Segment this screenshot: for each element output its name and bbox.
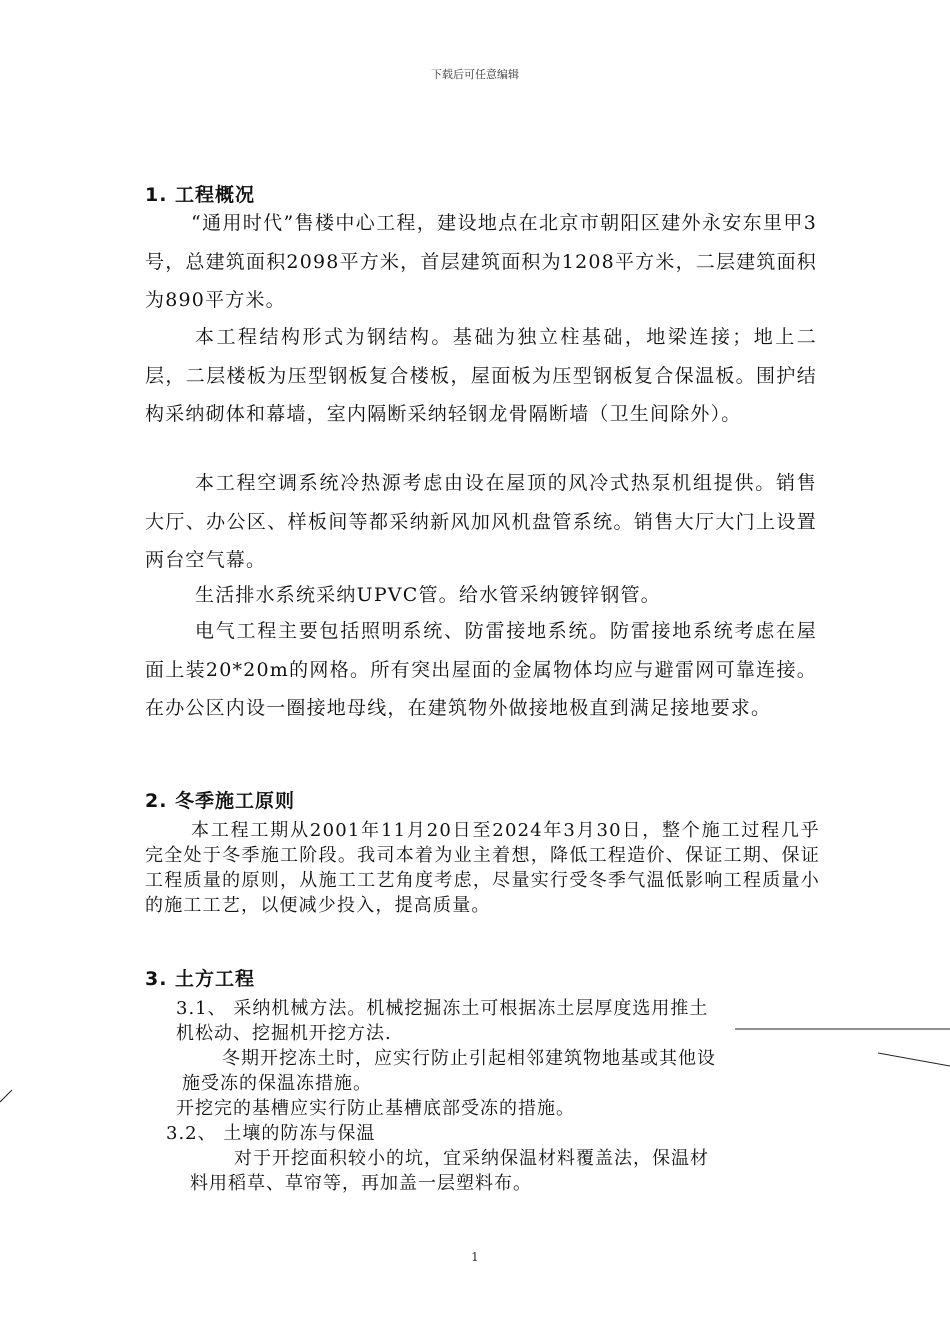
section-3-line-5: 开挖完的基槽应实行防止基槽底部受冻的措施。 xyxy=(176,1098,575,1119)
section-3-line-1: 3.1、 采纳机械方法。机械挖掘冻土可根据冻土层厚度选用推土 xyxy=(176,998,709,1019)
section-3-line-6: 3.2、 土壤的防冻与保温 xyxy=(166,1123,376,1144)
section-3-line-7: 对于开挖面积较小的坑，宜采纳保温材料覆盖法，保温材 xyxy=(234,1148,709,1169)
section-3-line-8: 料用稻草、草帘等，再加盖一层塑料布。 xyxy=(190,1173,532,1194)
section-2-heading: 2. 冬季施工原则 xyxy=(145,790,296,812)
page-number: 1 xyxy=(471,1250,479,1264)
section-1-paragraph-2: 本工程结构形式为钢结构。基础为独立柱基础，地梁连接；地上二层，二层楼板为压型钢板复合楼板，屋面板为压型钢板复合保温板。围护结构采纳砌体和幕墙，室内隔断采纳轻钢龙骨隔断墙（卫生间除外）。 xyxy=(145,326,817,425)
section-1-heading: 1. 工程概况 xyxy=(145,184,256,206)
page-header: 下载后可任意编辑 xyxy=(431,68,519,81)
section-3-line-2: 机松动、挖掘机开挖方法. xyxy=(176,1023,392,1044)
section-1-paragraph-5: 电气工程主要包括照明系统、防雷接地系统。防雷接地系统考虑在屋面上装20*20m的网格。所有突出屋面的金属物体均应与避雷网可靠连接。在办公区内设一圈接地母线，在建筑物外做接地极直到满足接地要求。 xyxy=(145,620,817,719)
section-3-line-4: 施受冻的保温冻措施。 xyxy=(182,1073,372,1094)
section-1-paragraph-4: 生活排水系统采纳UPVC管。给水管采纳镀锌钢管。 xyxy=(195,584,661,606)
section-1-paragraph-1: “通用时代”售楼中心工程，建设地点在北京市朝阳区建外永安东里甲3号，总建筑面积2098平方米，首层建筑面积为1208平方米，二层建筑面积为890平方米。 xyxy=(145,212,817,311)
stray-line-diagonal-right xyxy=(878,1053,950,1066)
section-3-heading: 3. 土方工程 xyxy=(145,968,256,990)
section-1-paragraph-3: 本工程空调系统冷热源考虑由设在屋顶的风冷式热泵机组提供。销售大厅、办公区、样板间等都采纳新风加风机盘管系统。销售大厅大门上设置两台空气幕。 xyxy=(145,472,817,571)
section-2-paragraph-1: 本工程工期从2001年11月20日至2024年3月30日，整个施工过程几乎完全处于冬季施工阶段。我司本着为业主着想，降低工程造价、保证工期、保证工程质量的原则，从施工工艺角度考虑，尽量实行受冬季气温低影响工程质量小的施工工艺，以便减少投入，提高质量。 xyxy=(145,820,820,916)
stray-line-diagonal-left xyxy=(0,1090,12,1102)
section-3-line-3: 冬期开挖冻土时，应实行防止引起相邻建筑物地基或其他设 xyxy=(222,1048,716,1069)
